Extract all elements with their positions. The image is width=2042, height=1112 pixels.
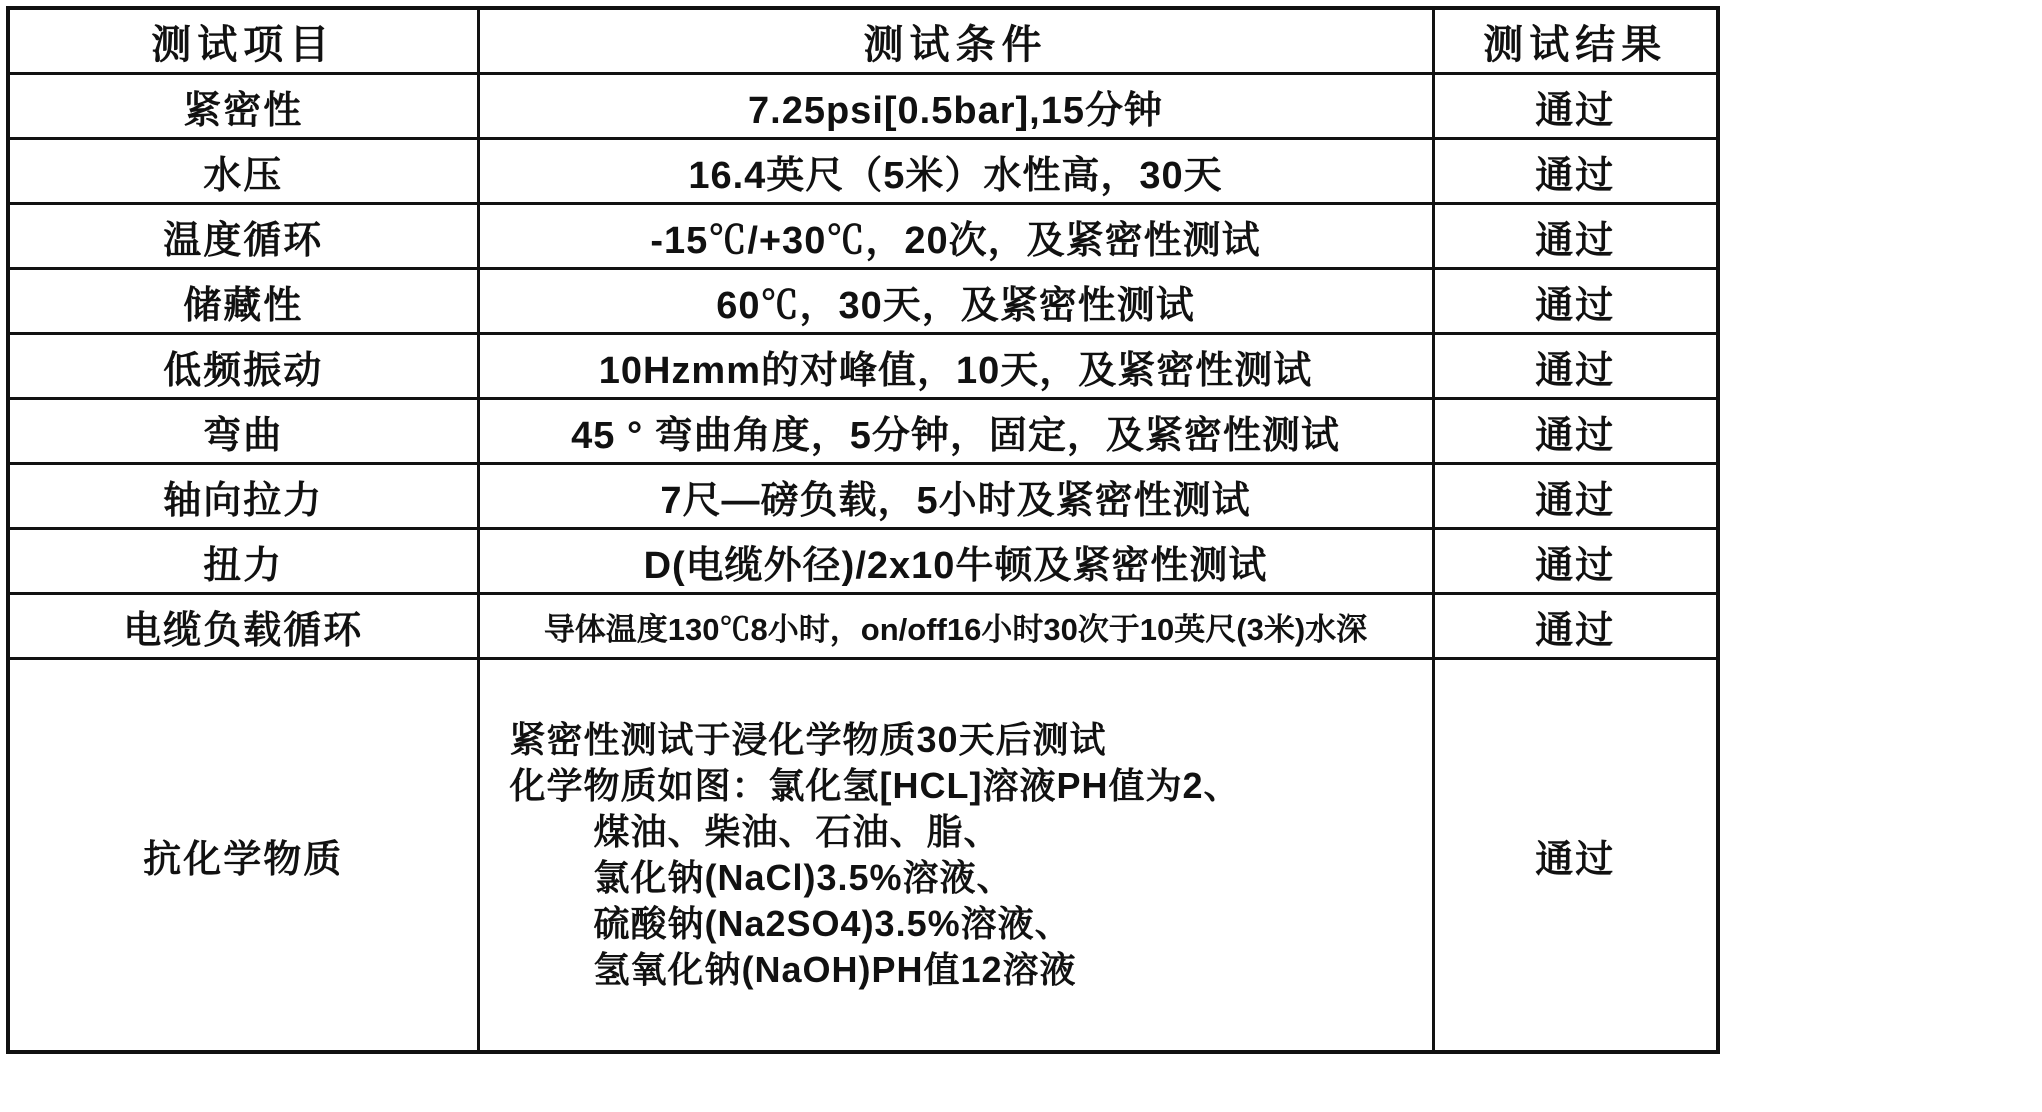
cell-condition: 导体温度130℃8小时，on/off16小时30次于10英尺(3米)水深 bbox=[478, 594, 1433, 659]
cell-condition: 7.25psi[0.5bar],15分钟 bbox=[478, 74, 1433, 139]
cell-result: 通过 bbox=[1433, 594, 1718, 659]
table-row bbox=[8, 529, 1718, 594]
cell-result: 通过 bbox=[1433, 139, 1718, 204]
cell-result: 通过 bbox=[1433, 659, 1718, 1053]
table-row-chemical-resistance bbox=[8, 659, 1718, 1053]
table-row bbox=[8, 139, 1718, 204]
table-row bbox=[8, 74, 1718, 139]
column-header-condition: 测试条件 bbox=[478, 8, 1433, 74]
cell-item: 电缆负载循环 bbox=[8, 594, 478, 659]
cell-item: 水压 bbox=[8, 139, 478, 204]
cell-item: 扭力 bbox=[8, 529, 478, 594]
cell-result: 通过 bbox=[1433, 529, 1718, 594]
cell-item: 低频振动 bbox=[8, 334, 478, 399]
table-header-row bbox=[8, 8, 1718, 74]
chem-line-2: 化学物质如图：氯化氢[HCL]溶液PH值为2、 bbox=[509, 764, 1241, 806]
chem-line-6: 氢氧化钠(NaOH)PH值12溶液 bbox=[593, 949, 1077, 991]
chem-line-4: 氯化钠(NaCl)3.5%溶液、 bbox=[593, 857, 1014, 898]
cell-result: 通过 bbox=[1433, 74, 1718, 139]
table-row bbox=[8, 334, 1718, 399]
cell-condition: 10Hzmm的对峰值，10天，及紧密性测试 bbox=[478, 334, 1433, 399]
cell-item: 紧密性 bbox=[8, 74, 478, 139]
cell-item: 弯曲 bbox=[8, 399, 478, 464]
table-body bbox=[8, 74, 1718, 1053]
cell-result: 通过 bbox=[1433, 269, 1718, 334]
cell-condition: D(电缆外径)/2x10牛顿及紧密性测试 bbox=[478, 529, 1433, 594]
cell-condition: 16.4英尺（5米）水性高，30天 bbox=[478, 139, 1433, 204]
table-row bbox=[8, 204, 1718, 269]
table-row bbox=[8, 594, 1718, 659]
cell-result: 通过 bbox=[1433, 334, 1718, 399]
column-header-item: 测试项目 bbox=[8, 8, 478, 74]
cell-result: 通过 bbox=[1433, 399, 1718, 464]
table-row bbox=[8, 269, 1718, 334]
chem-line-5: 硫酸钠(Na2SO4)3.5%溶液、 bbox=[593, 903, 1072, 945]
chem-line-1: 紧密性测试于浸化学物质30天后测试 bbox=[509, 718, 1107, 760]
test-report-table bbox=[6, 6, 1720, 1054]
cell-condition: 7尺—磅负载，5小时及紧密性测试 bbox=[478, 464, 1433, 529]
cell-item: 温度循环 bbox=[8, 204, 478, 269]
table-header bbox=[8, 8, 1718, 74]
cell-result: 通过 bbox=[1433, 464, 1718, 529]
cell-condition bbox=[478, 659, 1433, 1053]
cell-item: 储藏性 bbox=[8, 269, 478, 334]
table-row bbox=[8, 464, 1718, 529]
column-header-result: 测试结果 bbox=[1433, 8, 1718, 74]
cell-condition: -15℃/+30℃，20次，及紧密性测试 bbox=[478, 204, 1433, 269]
cell-condition: 45 ° 弯曲角度，5分钟，固定，及紧密性测试 bbox=[478, 399, 1433, 464]
chem-line-3: 煤油、柴油、石油、脂、 bbox=[593, 810, 1001, 852]
cell-item: 抗化学物质 bbox=[8, 659, 478, 1053]
cell-result: 通过 bbox=[1433, 204, 1718, 269]
table-row bbox=[8, 399, 1718, 464]
cell-item: 轴向拉力 bbox=[8, 464, 478, 529]
cell-condition: 60℃，30天，及紧密性测试 bbox=[478, 269, 1433, 334]
